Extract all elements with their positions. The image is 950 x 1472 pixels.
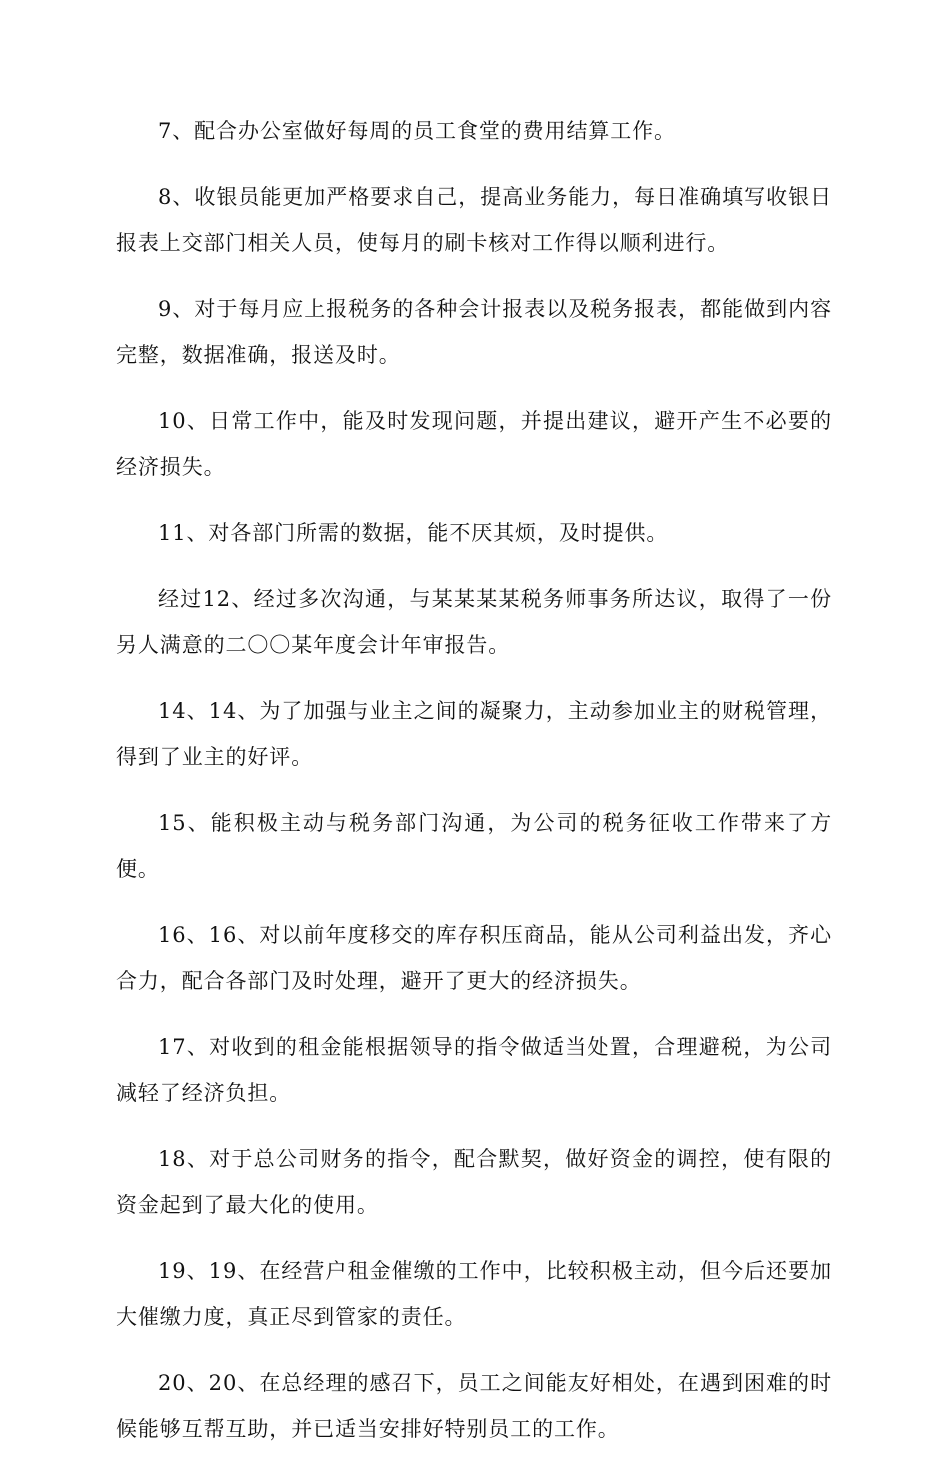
paragraph-10: 10、日常工作中，能及时发现问题，并提出建议，避开产生不必要的经济损失。	[116, 409, 832, 479]
document-body	[116, 108, 832, 1472]
paragraph-18: 18、对于总公司财务的指令，配合默契，做好资金的调控，使有限的资金起到了最大化的使用。	[116, 1147, 832, 1217]
paragraph-14: 14、14、为了加强与业主之间的凝聚力，主动参加业主的财税管理，得到了业主的好评。	[116, 699, 832, 769]
paragraph-8: 8、收银员能更加严格要求自己，提高业务能力，每日准确填写收银日报表上交部门相关人员，使每月的刷卡核对工作得以顺利进行。	[116, 185, 832, 255]
paragraph-17: 17、对收到的租金能根据领导的指令做适当处置，合理避税，为公司减轻了经济负担。	[116, 1035, 832, 1105]
paragraph-15: 15、能积极主动与税务部门沟通，为公司的税务征收工作带来了方便。	[116, 811, 832, 881]
paragraph-11: 11、对各部门所需的数据，能不厌其烦，及时提供。	[158, 521, 669, 545]
paragraph-7: 7、配合办公室做好每周的员工食堂的费用结算工作。	[158, 119, 676, 143]
paragraph-19: 19、19、在经营户租金催缴的工作中，比较积极主动，但今后还要加大催缴力度，真正尽到管家的责任。	[116, 1259, 832, 1329]
paragraph-16: 16、16、对以前年度移交的库存积压商品，能从公司利益出发，齐心合力，配合各部门及时处理，避开了更大的经济损失。	[116, 923, 832, 993]
paragraph-9: 9、对于每月应上报税务的各种会计报表以及税务报表，都能做到内容完整，数据准确，报送及时。	[116, 297, 832, 367]
paragraph-12: 经过12、经过多次沟通，与某某某某税务师事务所达议，取得了一份另人满意的二〇〇某年度会计年审报告。	[116, 587, 832, 657]
paragraph-20: 20、20、在总经理的感召下，员工之间能友好相处，在遇到困难的时候能够互帮互助，并已适当安排好特别员工的工作。	[116, 1371, 832, 1441]
